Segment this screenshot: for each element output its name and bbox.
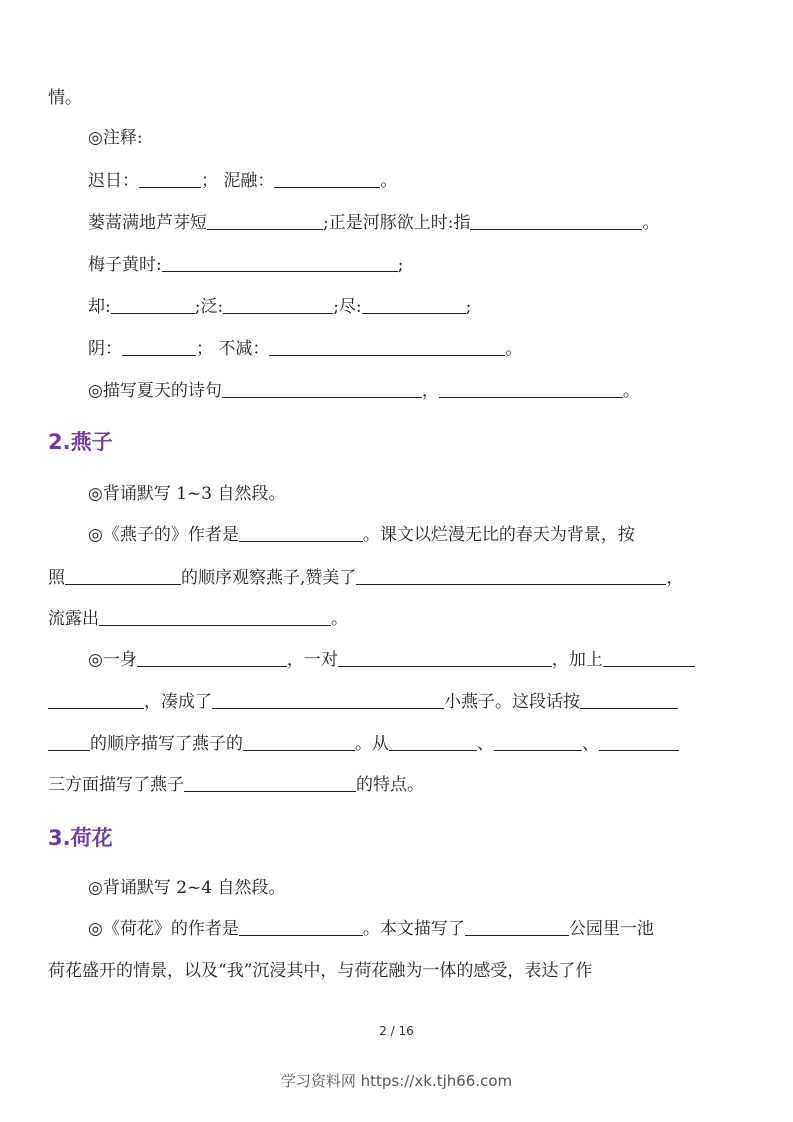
answer-blank[interactable] [494,734,582,751]
fill-line [48,690,678,714]
text: 三方面描写了燕子 [48,775,184,795]
text-line [48,959,592,983]
answer-blank[interactable] [338,650,552,667]
answer-blank[interactable] [48,692,144,709]
fill-line [88,295,471,319]
fill-line [88,917,654,941]
answer-blank[interactable] [99,609,331,626]
text: 。 [642,213,660,233]
section-heading: 2.燕子 [48,430,113,454]
text: 照 [48,568,65,588]
fill-line [88,337,522,361]
text: ， [421,381,439,401]
text: ◎一身 [88,650,137,670]
fill-line [88,523,635,547]
text-line [48,86,82,110]
text: ◎《荷花》的作者是 [88,919,239,939]
answer-blank[interactable] [65,568,181,585]
answer-blank[interactable] [362,297,466,314]
fill-line [88,648,695,672]
answer-blank[interactable] [239,525,363,542]
text: 。从 [355,734,389,754]
footer-watermark: 学习资料网 https://xk.tjh66.com [280,1072,513,1090]
section-heading: 3.荷花 [48,826,113,850]
text: ； 不减： [196,339,270,359]
fill-line [48,607,348,631]
answer-blank[interactable] [389,734,477,751]
answer-blank[interactable] [207,213,323,230]
text: 阴： [88,339,122,359]
text: 。课文以烂漫无比的春天为背景，按 [362,525,635,545]
answer-blank[interactable] [122,339,196,356]
answer-blank[interactable] [212,692,444,709]
text: 。 [505,339,523,359]
answer-blank[interactable] [184,775,356,792]
answer-blank[interactable] [603,650,695,667]
answer-blank[interactable] [439,381,623,398]
text: 迟日： [88,171,139,191]
answer-blank[interactable] [162,255,398,272]
answer-blank[interactable] [222,381,422,398]
answer-blank[interactable] [139,171,201,188]
answer-blank[interactable] [223,297,333,314]
text: ，一对 [286,650,338,670]
fill-line [48,773,424,797]
text: ;尽: [333,297,362,317]
answer-blank[interactable] [111,297,195,314]
text: ◎背诵默写 2~4 自然段。 [88,878,286,898]
text-line [88,482,286,506]
answer-blank[interactable] [470,213,642,230]
text: 梅子黄时: [88,255,162,275]
answer-blank[interactable] [274,171,380,188]
answer-blank[interactable] [239,919,363,936]
text: ，加上 [551,650,603,670]
fill-line [48,732,679,756]
fill-line [88,211,659,235]
answer-blank[interactable] [356,568,666,585]
answer-blank[interactable] [48,734,90,751]
text: 。 [380,171,398,191]
text: ◎注释: [88,128,143,148]
answer-blank[interactable] [137,650,287,667]
text: 、 [477,734,494,754]
fill-line [88,379,640,403]
answer-blank[interactable] [580,692,678,709]
text: ◎描写夏天的诗句 [88,381,222,401]
text: ;泛: [194,297,224,317]
text-line [88,126,143,150]
text: 小燕子。这段话按 [444,692,580,712]
answer-blank[interactable] [465,919,569,936]
text: 荷花盛开的情景，以及“我”沉浸其中，与荷花融为一体的感受，表达了作 [48,961,593,981]
text: ◎背诵默写 1~3 自然段。 [88,484,286,504]
text: 的顺序观察燕子,赞美了 [181,568,357,588]
text: 情。 [48,88,82,108]
text: ;正是河豚欲上时:指 [323,213,471,233]
text: 。本文描写了 [362,919,465,939]
text: 。 [331,609,348,629]
answer-blank[interactable] [243,734,355,751]
text: ，凑成了 [144,692,212,712]
fill-line [48,566,683,590]
text: ; [465,297,472,317]
fill-line [88,169,397,193]
text: 、 [582,734,599,754]
page-number: 2 / 16 [379,1024,414,1038]
answer-blank[interactable] [599,734,679,751]
answer-blank[interactable] [269,339,505,356]
text: 。 [622,381,640,401]
text: ， [666,568,684,588]
text: ； 泥融： [201,171,275,191]
text: 蒌蒿满地芦芽短 [88,213,207,233]
text: ; [397,255,404,275]
text: 却: [88,297,111,317]
fill-line [88,253,403,277]
text: 的特点。 [356,775,424,795]
text-line [88,876,286,900]
text: 公园里一池 [568,919,654,939]
text: 流露出 [48,609,99,629]
text: ◎《燕子的》作者是 [88,525,239,545]
text: 的顺序描写了燕子的 [90,734,243,754]
